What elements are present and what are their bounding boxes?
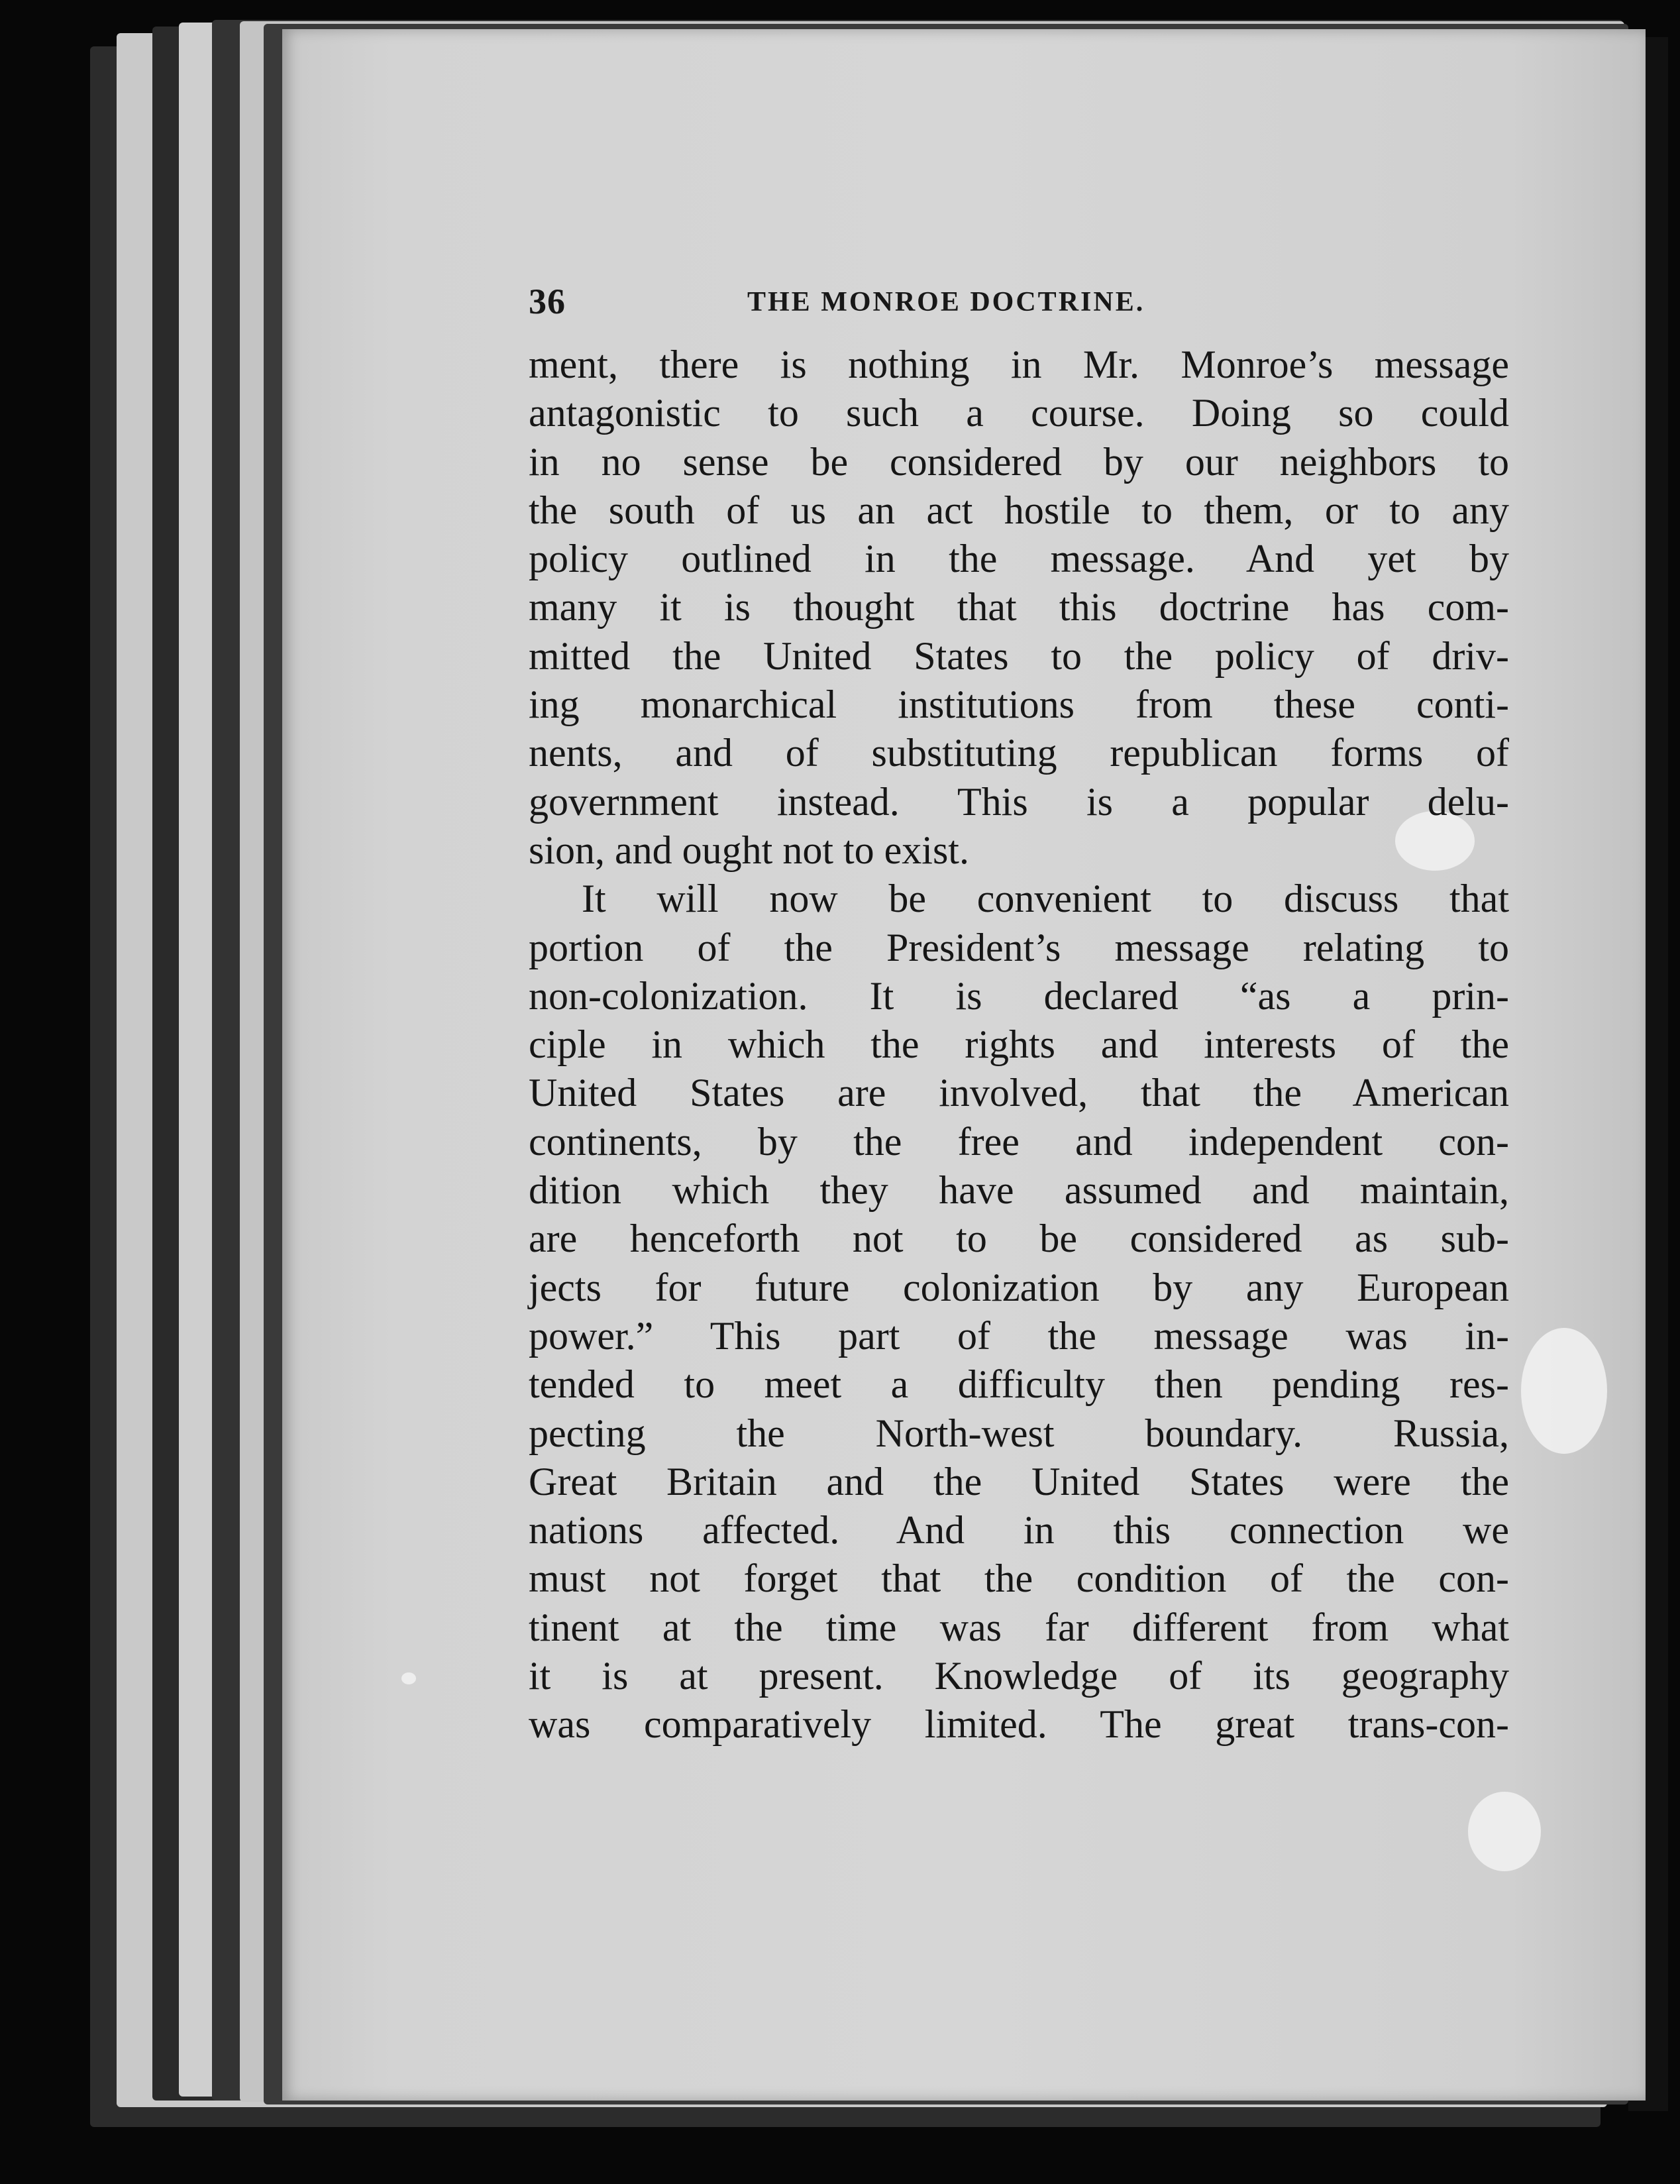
text-line: policy outlined in the message. And yet by (529, 537, 1509, 581)
paper-blemish (1521, 1328, 1607, 1454)
text-line: pecting the North-west boundary. Russia, (529, 1411, 1509, 1455)
text-line: are henceforth not to be considered as sub- (529, 1217, 1509, 1261)
text-line: portion of the President’s message relating to (529, 925, 1509, 969)
text-line: It will now be convenient to discuss that (582, 877, 1509, 921)
paragraph (529, 875, 1509, 1749)
text-line: in no sense be considered by our neighbors to (529, 439, 1509, 484)
text-line: tended to meet a difficulty then pending res- (529, 1362, 1509, 1407)
text-line: sion, and ought not to exist. (529, 828, 969, 872)
paper-blemish (401, 1672, 416, 1684)
text-line: nations affected. And in this connection we (529, 1508, 1509, 1553)
text-line: Great Britain and the United States were the (529, 1459, 1509, 1503)
page-number: 36 (529, 282, 566, 321)
text-line: antagonistic to such a course. Doing so could (529, 391, 1509, 435)
text-line: ciple in which the rights and interests of the (529, 1022, 1509, 1067)
text-line: power.” This part of the message was in- (529, 1313, 1509, 1358)
book-page (282, 29, 1646, 2101)
text-line: tinent at the time was far different from what (529, 1605, 1509, 1649)
text-line: must not forget that the condition of the con- (529, 1556, 1509, 1601)
text-line: mitted the United States to the policy of driv- (529, 633, 1509, 678)
running-title: THE MONROE DOCTRINE. (747, 287, 1145, 317)
body-text (529, 341, 1509, 1749)
text-line: it is at present. Knowledge of its geography (529, 1654, 1509, 1698)
text-line: non-colonization. It is declared “as a prin- (529, 973, 1509, 1018)
paragraph (529, 341, 1509, 875)
text-line: ing monarchical institutions from these conti- (529, 682, 1509, 727)
text-line: was comparatively limited. The great trans-con- (529, 1702, 1509, 1747)
text-line: many it is thought that this doctrine has com- (529, 585, 1509, 629)
text-line: United States are involved, that the American (529, 1071, 1509, 1115)
paper-blemish (1468, 1792, 1541, 1871)
text-line: nents, and of substituting republican forms of (529, 731, 1509, 775)
text-line: ment, there is nothing in Mr. Monroe’s message (529, 343, 1509, 386)
text-line: the south of us an act hostile to them, or to any (529, 488, 1509, 532)
text-line: continents, by the free and independent con- (529, 1119, 1509, 1164)
text-line: dition which they have assumed and maintain, (529, 1168, 1509, 1213)
text-line: government instead. This is a popular delu- (529, 779, 1509, 824)
text-line: jects for future colonization by any European (529, 1265, 1509, 1309)
running-head (529, 281, 1509, 334)
